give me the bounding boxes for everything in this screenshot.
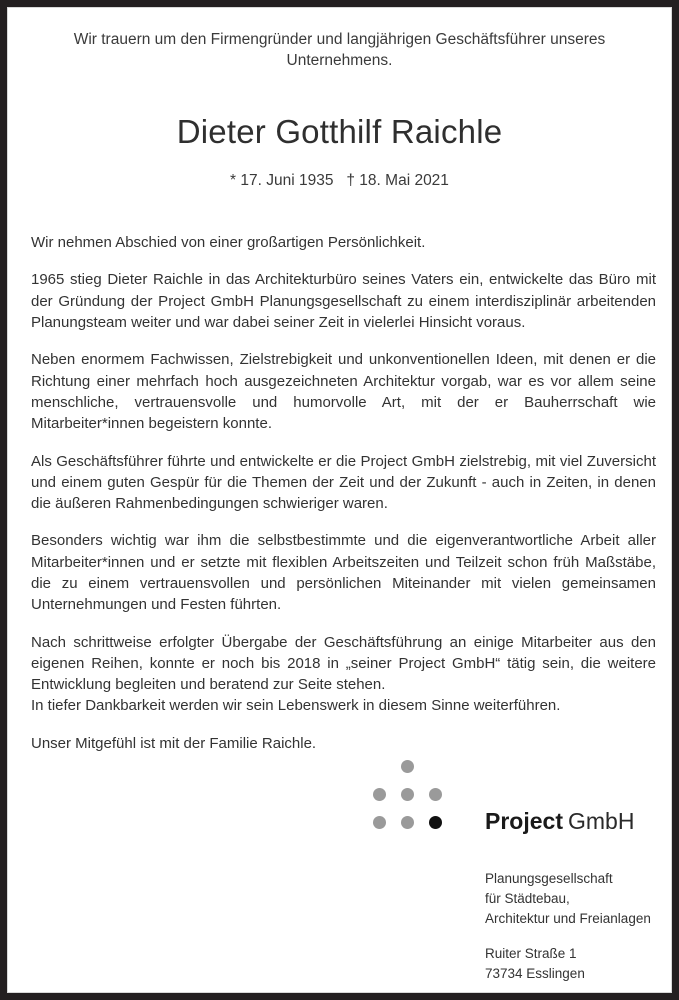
paragraph-workculture: Besonders wichtig war ihm die selbstbestimmte und die eigenverantwortliche Arbeit aller Mitarbeiter*innen und er setzte mit flexiblen Arbeitszeiten und Teilzeit schon früh Maßstäbe, die zu einem vertrauensvollen und persönlichen Miteinander mit vielen gemeinsamen Unternehmungen und Festen führten. — [31, 532, 656, 614]
address-line-3: Architektur und Freianlagen — [485, 910, 651, 926]
mourning-lede: Wir trauern um den Firmengründer und langjährigen Geschäftsführer unseres Unternehmens. — [73, 31, 606, 69]
birth-death-dates: * 17. Juni 1935 † 18. Mai 2021 — [230, 172, 449, 190]
notice-content — [8, 8, 671, 992]
paragraph-gratitude: In tiefer Dankbarkeit werden wir sein Lebenswerk in diesem Sinne weiterführen. — [31, 697, 561, 715]
address-spacer — [485, 929, 651, 944]
paragraph-career: 1965 stieg Dieter Raichle in das Architekturbüro seines Vaters ein, entwickelte das Büro mit der Gründung der Project GmbH Planungsgesellschaft zu einem interdisziplinär arbeitenden Planungsteam weiter und war dabei seiner Zeit in vielerlei Hinsicht voraus. — [31, 271, 656, 332]
logo-dot-icon — [373, 816, 386, 829]
company-wordmark — [485, 810, 634, 833]
logo-dot-icon — [401, 788, 414, 801]
logo-dot-grid-icon — [373, 760, 451, 836]
company-logo — [373, 760, 663, 836]
paragraph-leadership: Als Geschäftsführer führte und entwickelte er die Project GmbH zielstrebig, mit viel Zuversicht und einem guten Gespür für die Themen der Zeit und der Zukunft - auch in Zeiten, in denen die äußeren Rahmenbedingungen schwieriger waren. — [31, 452, 656, 513]
address-street: Ruiter Straße 1 — [485, 945, 577, 961]
logo-dot-accent-icon — [429, 816, 442, 829]
paragraph-farewell: Wir nehmen Abschied von einer großartigen Persönlichkeit. — [31, 234, 426, 252]
company-legal-form: GmbH — [567, 808, 635, 834]
address-line-2: für Städtebau, — [485, 890, 570, 906]
logo-dot-icon — [401, 816, 414, 829]
logo-dot-icon — [429, 788, 442, 801]
company-brand-name: Project — [485, 808, 563, 834]
paragraph-succession: Nach schrittweise erfolgter Übergabe der Geschäftsführung an einige Mitarbeiter aus den eigenen Reihen, konnte er noch bis 2018 in „seiner Project GmbH“ tätig sein, die weitere Entwicklung begleiten und beratend zur Seite stehen. — [31, 633, 656, 694]
logo-dot-icon — [373, 788, 386, 801]
company-address — [485, 869, 651, 984]
deceased-name: Dieter Gotthilf Raichle — [176, 112, 503, 150]
address-line-1: Planungsgesellschaft — [485, 871, 613, 886]
paragraph-condolence: Unser Mitgefühl ist mit der Familie Raichle. — [31, 734, 317, 752]
obituary-body — [8, 190, 671, 754]
logo-dot-icon — [401, 760, 414, 773]
paragraph-qualities: Neben enormem Fachwissen, Zielstrebigkeit und unkonventionellen Ideen, mit denen er die Richtung einer mehrfach hoch ausgezeichneten Architektur vorgab, war es vor allem seine menschliche, vertrauensvolle und humorvolle Art, mit der er Bauherrschaft wie Mitarbeiter*innen begeistern konnte. — [31, 351, 656, 433]
address-city: 73734 Esslingen — [485, 965, 585, 981]
